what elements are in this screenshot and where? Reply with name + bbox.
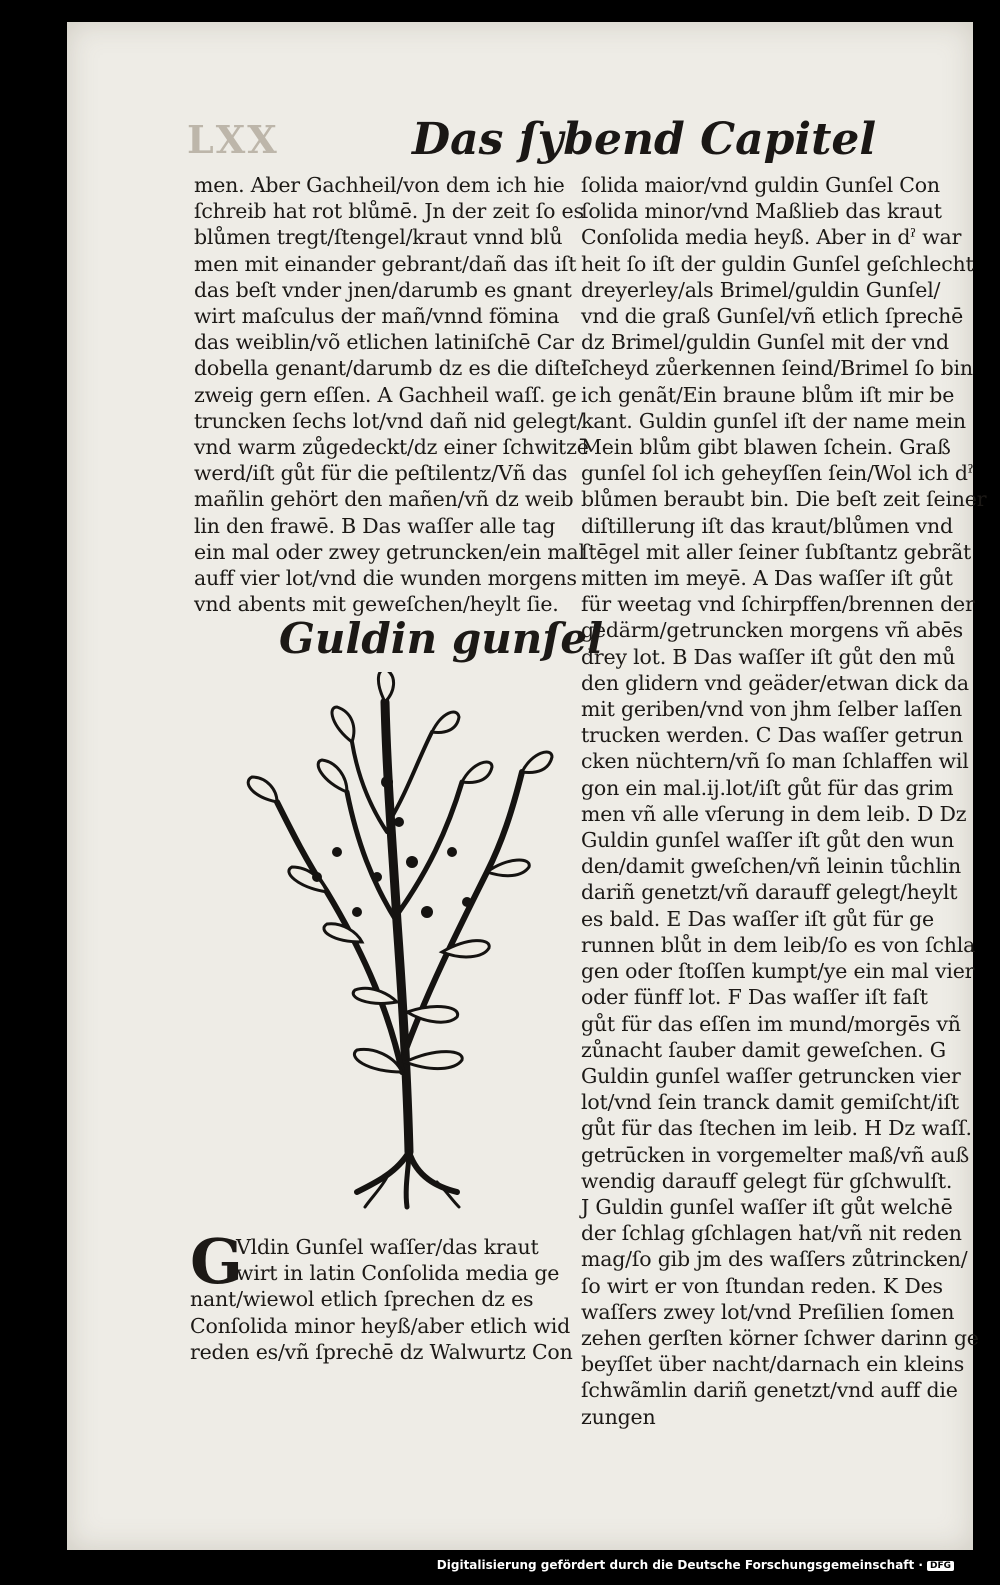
text-line: wirt in latin Conſolida media ge — [236, 1261, 560, 1286]
text-line: Guldin gunſel waſſer getruncken vier — [581, 1063, 961, 1088]
text-line: zehen gerſten körner ſchwer darinn ge — [581, 1325, 979, 1350]
text-line: ſolida minor/vnd Maßlieb das kraut — [581, 199, 942, 224]
text-line: Mein blům gibt blawen ſchein. Graß — [581, 435, 951, 460]
text-line: nant/wiewol etlich ſprechen dz es — [190, 1287, 534, 1312]
funding-notice-text: Digitalisierung gefördert durch die Deutsche Forschungsgemeinschaft · — [436, 1558, 923, 1572]
text-line: werd/iſt gůt für die peſtilentz/Vñ das — [194, 461, 568, 486]
text-line: dreyerley/als Brimel/guldin Gunſel/ — [581, 277, 941, 302]
text-line: für weetag vnd ſchirpffen/brennen der — [581, 592, 975, 617]
text-line: runnen blůt in dem leib/ſo es von ſchla — [581, 932, 976, 957]
book-page — [67, 22, 987, 1550]
text-line: lot/vnd ſein tranck damit gemiſcht/iſt — [581, 1090, 959, 1115]
text-line: zůnacht ſauber damit geweſchen. G — [581, 1037, 946, 1062]
text-line: auff vier lot/vnd die wunden morgens — [194, 566, 577, 591]
text-line: drey lot. B Das waſſer iſt gůt den mů — [581, 644, 956, 669]
running-head: Das ſybend Capitel — [412, 114, 877, 165]
text-line: der ſchlag gſchlagen hat/vñ nit reden — [581, 1221, 962, 1246]
text-line: ſtēgel mit aller ſeiner ſubſtantz gebrãt — [581, 539, 972, 564]
text-line: reden es/vñ ſprechē dz Walwurtz Con — [190, 1339, 573, 1364]
text-line: den glidern vnd geäder/etwan dick da — [581, 670, 969, 695]
text-line: zungen — [581, 1404, 656, 1429]
text-line: ſcheyd zůerkennen ſeind/Brimel ſo bin — [581, 356, 973, 381]
text-line: mañlin gehört den mañen/vñ dz weib — [194, 487, 574, 512]
left-column-top-text — [194, 172, 589, 617]
text-line: lin den frawē. B Das waſſer alle tag — [194, 513, 556, 538]
text-line: blůmen beraubt bin. Die beſt zeit ſeiner — [581, 487, 987, 512]
text-line: das beſt vnder jnen/darumb es gnant — [194, 277, 572, 302]
text-line: dobella genant/darumb dz es die diſtel — [194, 356, 588, 381]
plant-title: Guldin gunſel — [279, 614, 604, 663]
text-line: Conſolida minor heyß/aber etlich wid — [190, 1313, 571, 1338]
text-line: men vñ alle vſerung in dem leib. D Dz — [581, 801, 967, 826]
text-line: ſolida maior/vnd guldin Gunſel Con — [581, 173, 940, 197]
text-line: trucken werden. C Das waſſer getrun — [581, 723, 963, 748]
text-line: mag/ſo gib jm des waſſers zůtrincken/ — [581, 1247, 968, 1272]
text-line: vnd warm zůgedeckt/dz einer ſchwitzē — [194, 435, 589, 460]
text-line: ich genãt/Ein braune blům iſt mir be — [581, 382, 955, 407]
text-line: gen oder ſtoſſen kumpt/ye ein mal vier — [581, 959, 975, 984]
text-line: mit geriben/vnd von jhm ſelber laſſen — [581, 697, 963, 722]
text-line: zweig gern eſſen. A Gachheil waſſ. ge — [194, 382, 577, 407]
text-line: diſtillerung iſt das kraut/blůmen vnd — [581, 513, 953, 538]
text-line: getrūcken in vorgemelter maß/vñ auß — [581, 1142, 969, 1167]
text-line: ein mal oder zwey getruncken/ein mal — [194, 539, 585, 564]
text-line: Vldin Gunſel waſſer/das kraut — [236, 1235, 539, 1259]
text-line: gunſel ſol ich geheyſſen ſein/Wol ich dˀ — [581, 461, 974, 486]
text-line: ſo wirt er von ſtundan reden. K Des — [581, 1273, 943, 1298]
text-line: ſchreib hat rot blůmē. Jn der zeit ſo es — [194, 199, 584, 224]
text-line: gůt für das ſtechen im leib. H Dz waſſ. — [581, 1116, 972, 1141]
text-line: truncken ſechs lot/vnd dañ nid gelegt/ — [194, 408, 584, 433]
text-line: den/damit gweſchen/vñ leinin tůchlin — [581, 854, 962, 879]
text-line: Guldin gunſel waſſer iſt gůt den wun — [581, 828, 954, 853]
drop-cap: G — [190, 1225, 243, 1298]
funding-notice — [437, 1558, 954, 1572]
text-line: kant. Guldin gunſel iſt der name mein — [581, 408, 966, 433]
text-line: men. Aber Gachheil/von dem ich hie — [194, 173, 565, 197]
text-line: das weiblin/võ etlichen latiniſchē Car — [194, 330, 574, 355]
text-line: vnd die graß Gunſel/vñ etlich ſprechē — [581, 304, 964, 329]
text-line: cken nüchtern/vñ ſo man ſchlaffen wil — [581, 749, 969, 774]
text-line: Conſolida media heyß. Aber in dˀ war — [581, 225, 962, 250]
text-line: oder fünff lot. F Das waſſer iſt faſt — [581, 985, 928, 1010]
text-line: men mit einander gebrant/dañ das iſt — [194, 251, 577, 276]
text-line: gedärm/getruncken morgens vñ abēs — [581, 618, 963, 643]
text-line: gon ein mal.ij.lot/iſt gůt für das grim — [581, 775, 954, 800]
text-line: vnd abents mit geweſchen/heylt ſie. — [194, 592, 559, 617]
text-line: gůt für das eſſen im mund/morgēs vñ — [581, 1011, 961, 1036]
text-line: dz Brimel/guldin Gunſel mit der vnd — [581, 330, 949, 355]
plant-woodcut-illustration — [237, 672, 567, 1212]
right-column-text — [581, 172, 987, 1430]
text-line: wendig darauff gelegt für gſchwulſt. — [581, 1168, 953, 1193]
text-line: es bald. E Das waſſer iſt gůt für ge — [581, 906, 934, 931]
folio-number: LXX — [187, 117, 279, 162]
left-column-bottom-text — [190, 1225, 573, 1365]
text-line: J Guldin gunſel waſſer iſt gůt welchē — [581, 1194, 953, 1219]
text-line: waſſers zwey lot/vnd Preſilien ſomen — [581, 1299, 955, 1324]
text-line: ſchwãmlin dariñ genetzt/vnd auff die — [581, 1378, 958, 1403]
text-line: beyſſet über nacht/darnach ein kleins — [581, 1352, 965, 1377]
text-line: mitten im meyē. A Das waſſer iſt gůt — [581, 566, 953, 591]
text-line: wirt maſculus der mañ/vnnd fömina — [194, 304, 560, 329]
dfg-logo-badge: DFG — [927, 1561, 954, 1571]
text-line: blůmen tregt/ſtengel/kraut vnnd blů — [194, 225, 563, 250]
text-line: heit ſo iſt der guldin Gunſel geſchlecht — [581, 251, 974, 276]
text-line: dariñ genetzt/vñ darauff gelegt/heylt — [581, 880, 958, 905]
